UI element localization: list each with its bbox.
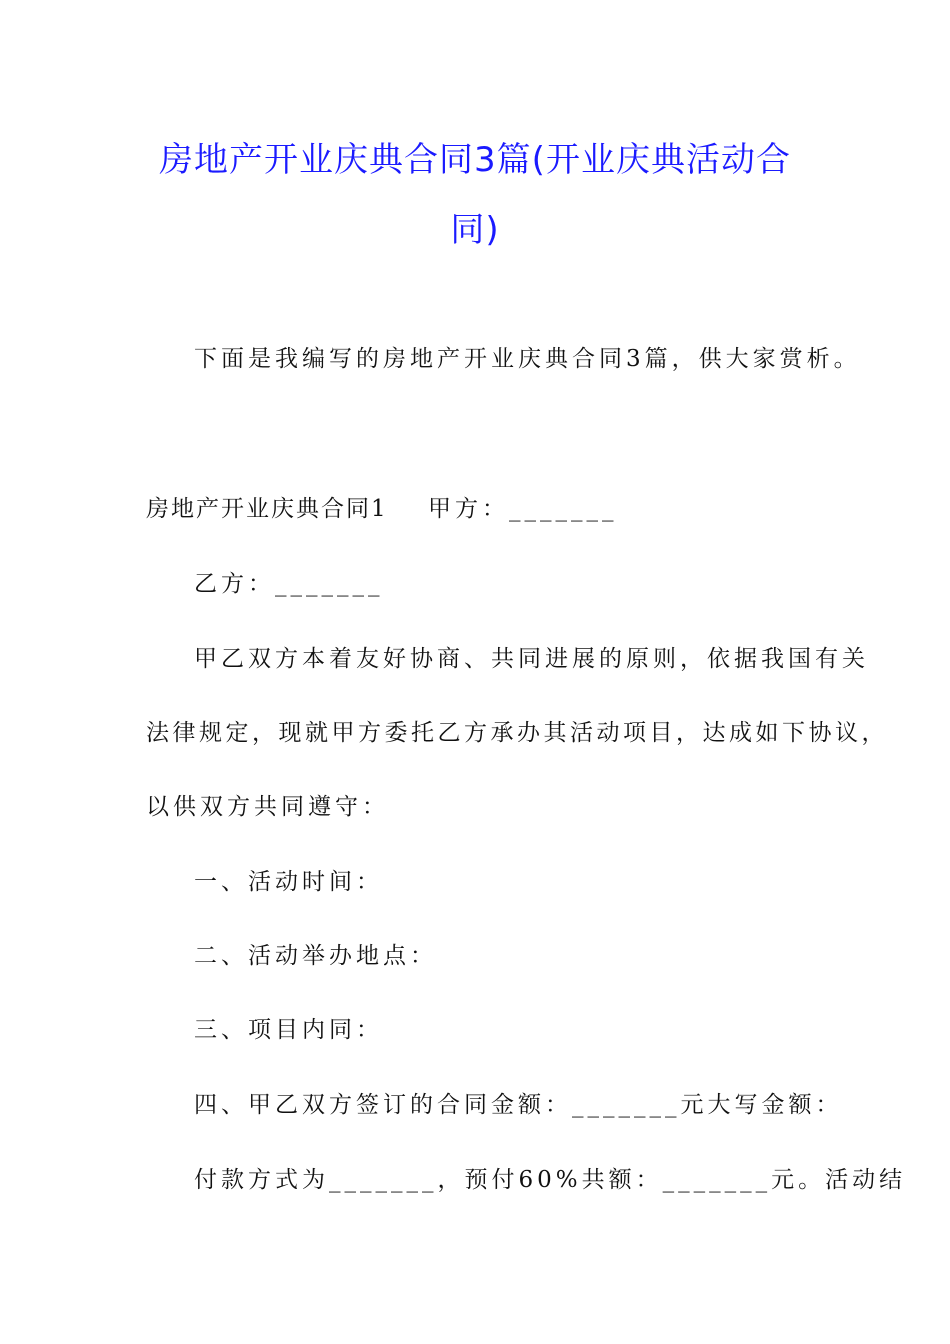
list-item-contract-amount: 四、甲乙双方签订的合同金额：_______元大写金额： — [194, 1092, 843, 1118]
paragraph-line: 法律规定，现就甲方委托乙方承办其活动项目，达成如下协议， — [146, 720, 888, 746]
intro-paragraph: 下面是我编写的房地产开业庆典合同3篇，供大家赏析。 — [194, 346, 861, 372]
payment-terms-line: 付款方式为_______，预付60%共额：_______元。活动结 — [194, 1167, 907, 1193]
document-title-line-2: 同) — [450, 210, 500, 250]
document-title-line-1: 房地产开业庆典合同3篇(开业庆典活动合 — [159, 140, 791, 180]
contract-heading: 房地产开业庆典合同1 — [146, 496, 388, 522]
party-b-field: 乙方：_______ — [194, 571, 384, 597]
list-item-project-content: 三、项目内同： — [194, 1017, 383, 1043]
list-item-activity-time: 一、活动时间： — [194, 869, 383, 895]
party-a-field: 甲方：_______ — [428, 496, 618, 522]
list-item-activity-location: 二、活动举办地点： — [194, 943, 437, 969]
paragraph-line: 以供双方共同遵守： — [146, 794, 389, 820]
paragraph-line: 甲乙双方本着友好协商、共同进展的原则，依据我国有关 — [194, 646, 869, 672]
